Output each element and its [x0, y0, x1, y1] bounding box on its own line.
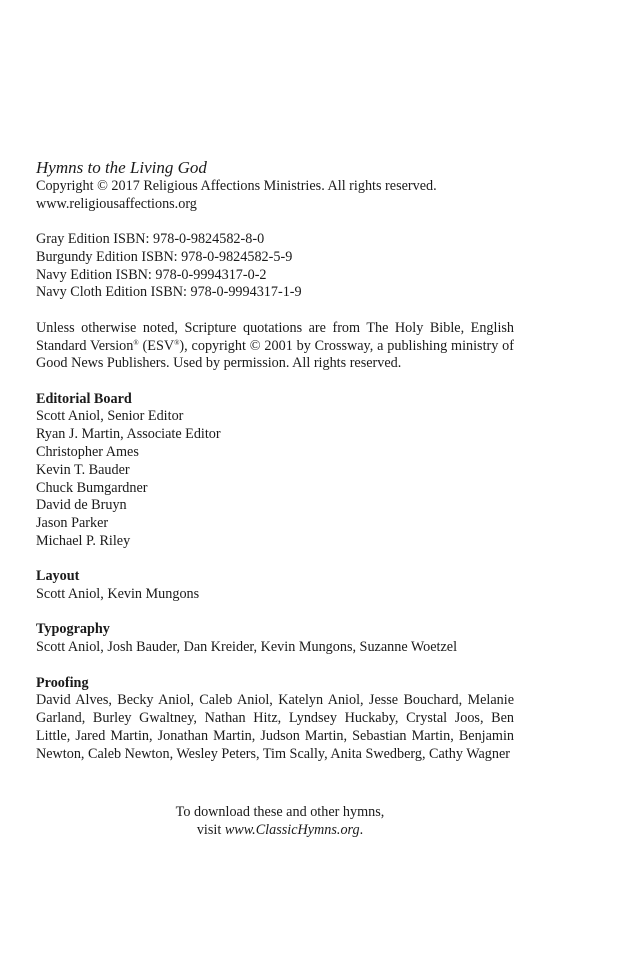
board-member: Chuck Bumgardner	[36, 479, 148, 496]
registered-mark: ®	[174, 338, 180, 347]
download-line: To download these and other hymns,	[175, 804, 385, 820]
isbn-gray: Gray Edition ISBN: 978-0-9824582-8-0	[36, 231, 265, 248]
scripture-text-3: ), copyright © 2001 by Crossway, a publishing ministry of Good News Publishers. Used by permission. All rights reserved.	[36, 337, 514, 372]
book-title: Hymns to the Living God	[36, 158, 207, 177]
layout-heading: Layout	[36, 568, 80, 585]
isbn-burgundy: Burgundy Edition ISBN: 978-0-9824582-5-9	[36, 248, 293, 265]
editorial-board-heading: Editorial Board	[36, 390, 132, 407]
isbn-navy-cloth: Navy Cloth Edition ISBN: 978-0-9994317-1-9	[36, 284, 302, 301]
proofing-section	[36, 675, 514, 764]
visit-line	[0, 821, 560, 839]
download-note	[0, 803, 560, 839]
board-member: Michael P. Riley	[36, 533, 131, 550]
registered-mark: ®	[133, 338, 139, 347]
scripture-text-2: (ESV	[138, 337, 175, 354]
isbn-list	[36, 231, 514, 302]
board-member: Ryan J. Martin, Associate Editor	[36, 426, 221, 443]
visit-prefix: visit	[196, 822, 225, 838]
copyright-page	[36, 157, 514, 764]
typography-names: Scott Aniol, Josh Bauder, Dan Kreider, Kevin Mungons, Suzanne Woetzel	[36, 639, 458, 656]
layout-names: Scott Aniol, Kevin Mungons	[36, 586, 200, 603]
proofing-names: David Alves, Becky Aniol, Caleb Aniol, Katelyn Aniol, Jesse Bouchard, Melanie Garland, Burley Gwaltney, Nathan Hitz, Lyndsey Huckaby, Crystal Joos, Ben Little, Jared Martin, Jonathan Martin, Judson Martin, Sebastian Martin, Benjamin Newton, Caleb Newton, Wesley Peters, Tim Scally, Anita Swedberg, Cathy Wagner	[36, 692, 514, 762]
board-member: Scott Aniol, Senior Editor	[36, 408, 184, 425]
typography-section	[36, 621, 514, 657]
layout-section	[36, 568, 514, 604]
copyright-line: Copyright © 2017 Religious Affections Ministries. All rights reserved.	[36, 178, 437, 194]
visit-suffix: .	[359, 822, 364, 838]
scripture-notice	[36, 320, 514, 373]
board-member: Jason Parker	[36, 515, 109, 532]
board-member: Kevin T. Bauder	[36, 461, 130, 478]
classic-hymns-link[interactable]: www.ClassicHymns.org	[224, 822, 360, 838]
typography-heading: Typography	[36, 621, 110, 638]
editorial-board-section	[36, 391, 514, 551]
board-member: David de Bruyn	[36, 497, 127, 514]
board-member: Christopher Ames	[36, 444, 139, 461]
website-link[interactable]: www.religiousaffections.org	[36, 195, 197, 212]
proofing-heading: Proofing	[36, 674, 89, 691]
isbn-navy: Navy Edition ISBN: 978-0-9994317-0-2	[36, 266, 267, 283]
scripture-text-1: Unless otherwise noted, Scripture quotations are from The Holy Bible, English Standard Version	[36, 319, 514, 354]
